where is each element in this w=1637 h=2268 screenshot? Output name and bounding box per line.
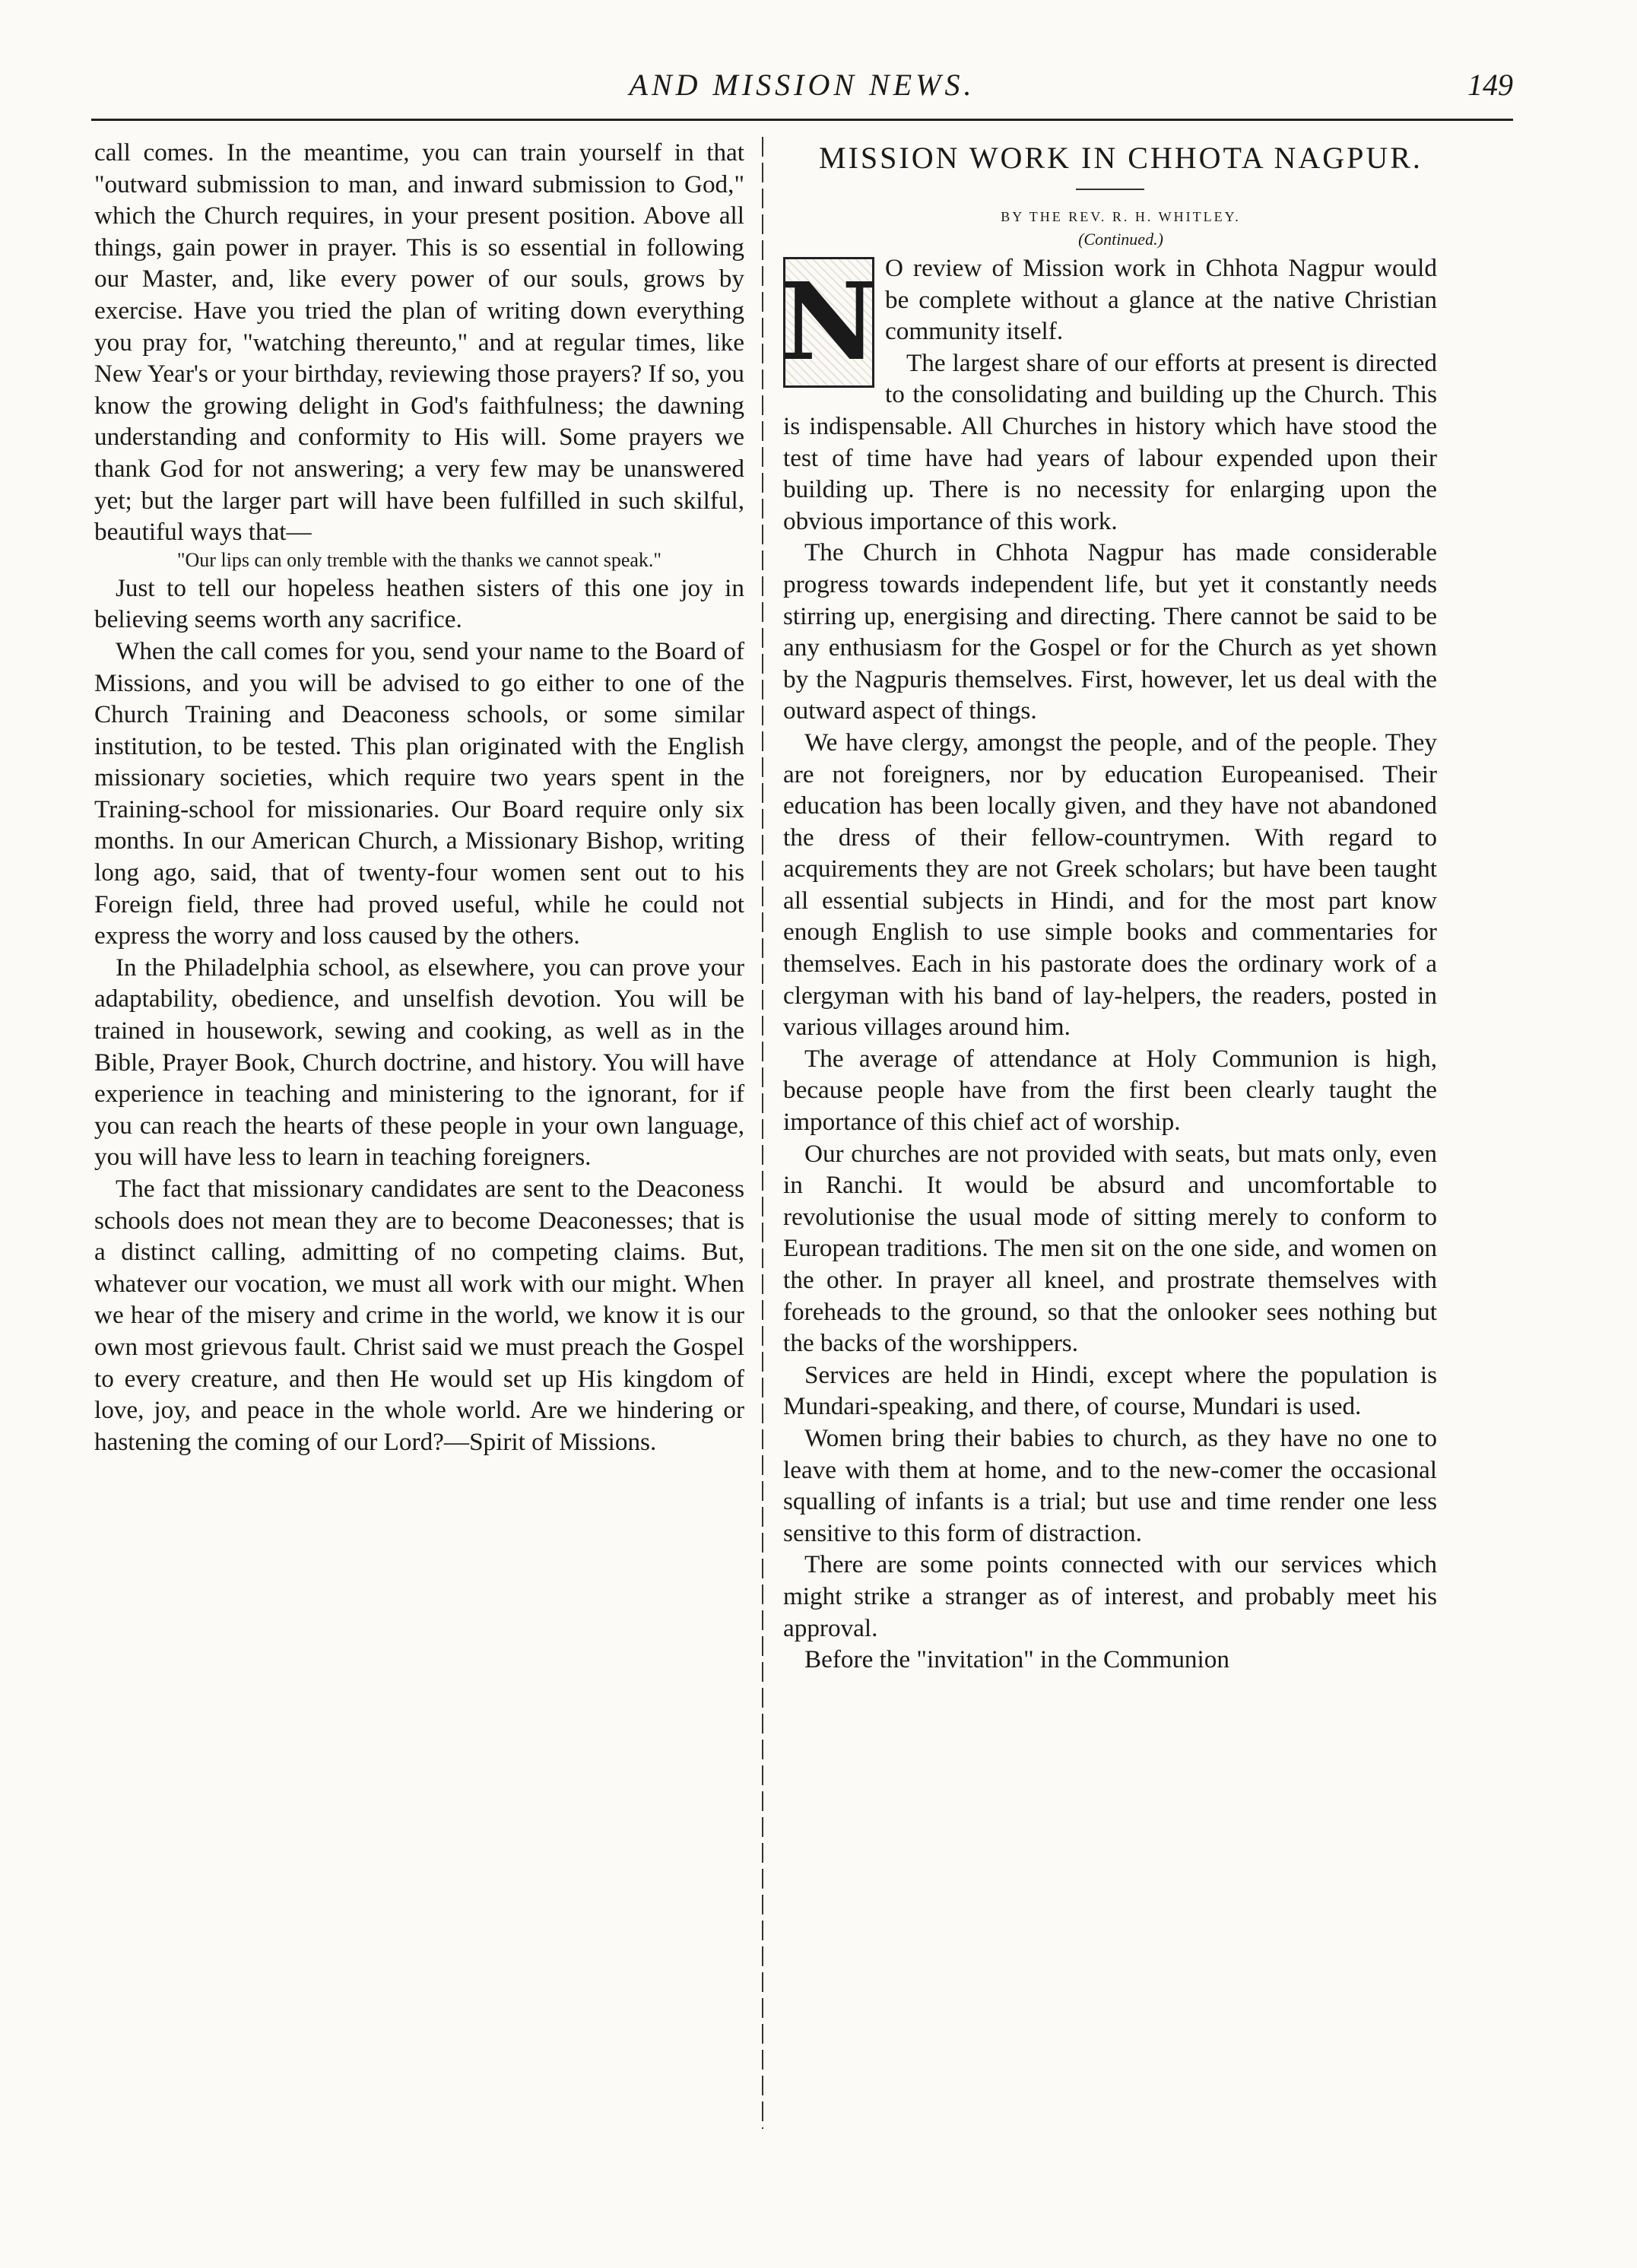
article-paragraph-3: The Church in Chhota Nagpur has made considerable progress towards independent life, but yet it constantly needs stirring up, energising and directing. There cannot be said to be any enthusiasm for the Gospel or for the Church as yet shown by the Nagpuris themselves. First, however, let us deal with the outward aspect of things. bbox=[783, 538, 1437, 725]
column-divider bbox=[762, 137, 763, 2129]
article-paragraph-2: The largest share of our efforts at present is directed to the consolidating and building up the Church. This is indispensable. All Churches in history which have stood the test of time have had years of labour expended upon their building up. There is no necessity for enlarging upon the obvious importance of this work. bbox=[783, 348, 1437, 535]
dropcap-letter: N bbox=[783, 257, 874, 388]
header-rule bbox=[91, 119, 1513, 121]
article-paragraph-8: Women bring their babies to church, as they have no one to leave with them at home, and to the new-comer the occasional squalling of infants is a trial; but use and time render one less sensitive to this form of distraction. bbox=[783, 1423, 1437, 1547]
article-paragraph-9: There are some points connected with our services which might strike a stranger as of interest, and probably meet his approval. bbox=[783, 1550, 1437, 1642]
article-paragraph-7: Services are held in Hindi, except where the population is Mundari-speaking, and there, of course, Mundari is used. bbox=[783, 1360, 1437, 1421]
article-paragraph-6: Our churches are not provided with seats, but mats only, even in Ranchi. It would be absurd and uncomfortable to revolutionise the usual mode of sitting merely to conform to European traditions. The men sit on the one side, and women on the other. In prayer all kneel, and prostrate themselves with foreheads to the ground, so that the onlooker sees nothing but the backs of the worshippers. bbox=[783, 1139, 1437, 1358]
article-paragraph-4: We have clergy, amongst the people, and of the people. They are not foreigners, nor by education Europeanised. Their education has been locally given, and they have not abandoned the dress of their fellow-countrymen. With regard to acquirements they are not Greek scholars; but have been taught all essential subjects in Hindi, and for the most part know enough English to use simple books and commentaries for themselves. Each in his pastorate does the ordinary work of a clergyman with his band of lay-helpers, the readers, posted in various villages around him. bbox=[783, 728, 1437, 1042]
article-paragraph-1: O review of Mission work in Chhota Nagpur would be complete without a glance at the native Christian community itself. bbox=[885, 254, 1437, 346]
running-head bbox=[91, 67, 1513, 113]
right-column bbox=[780, 137, 1437, 1676]
running-title: AND MISSION NEWS. bbox=[629, 68, 976, 102]
left-paragraph-4: In the Philadelphia school, as elsewhere, you can prove your adaptability, obedience, and unselfish devotion. You will be trained in housework, sewing and cooking, as well as in the Bible, Prayer Book, Church doctrine, and history. You will have experience in teaching and ministering to the ignorant, for if you can reach the hearts of these people in your own language, you will have less to learn in teaching foreigners. bbox=[94, 953, 744, 1172]
left-column bbox=[94, 137, 744, 1458]
article-title: MISSION WORK IN CHHOTA NAGPUR. bbox=[819, 141, 1423, 175]
left-paragraph-3: When the call comes for you, send your name to the Board of Missions, and you will be advised to go either to one of the Church Training and Deaconess schools, or some similar institution, to be tested. This plan originated with the English missionary societies, which require two years spent in the Training-school for missionaries. Our Board require only six months. In our American Church, a Missionary Bishop, writing long ago, said, that of twenty-four women sent out to his Foreign field, three had proved useful, while he could not express the worry and loss caused by the others. bbox=[94, 636, 744, 950]
left-paragraph-1: call comes. In the meantime, you can train yourself in that "outward submission to man, and inward submission to God," which the Church requires, in your present position. Above all things, gain power in prayer. This is so essential in following our Master, and, like every power of our souls, grows by exercise. Have you tried the plan of writing down everything you pray for, "watching thereunto," and at regular times, like New Year's or your birthday, reviewing those prayers? If so, you know the growing delight in God's faithfulness; the dawning understanding and conformity to His will. Some prayers we thank God for not answering; a very few may be unanswered yet; but the larger part will have been fulfilled in such skilful, beautiful ways that— bbox=[94, 138, 744, 547]
left-paragraph-5: The fact that missionary candidates are sent to the Deaconess schools does not mean they are to become Deaconesses; that is a distinct calling, admitting of no competing claims. But, whatever our vocation, we must all work with our might. When we hear of the misery and crime in the world, we know it is our own most grievous fault. Christ said we must preach the Gospel to every creature, and then He would set up His kingdom of love, joy, and peace in the whole world. Are we hindering or hastening the coming of our Lord?—Spirit of Missions. bbox=[94, 1175, 744, 1456]
title-rule bbox=[1076, 189, 1144, 190]
poem-quote: "Our lips can only tremble with the thanks we cannot speak." bbox=[176, 548, 662, 571]
left-paragraph-2: Just to tell our hopeless heathen sisters of this one joy in believing seems worth any sacrifice. bbox=[94, 573, 744, 634]
article-paragraph-10: Before the "invitation" in the Communion bbox=[804, 1645, 1229, 1674]
article-paragraph-5: The average of attendance at Holy Communion is high, because people have from the first been clearly taught the importance of this chief act of worship. bbox=[783, 1044, 1437, 1137]
article-byline: BY THE REV. R. H. WHITLEY. bbox=[1001, 209, 1241, 224]
continued-note: (Continued.) bbox=[1078, 230, 1163, 249]
page-number: 149 bbox=[1467, 68, 1513, 102]
